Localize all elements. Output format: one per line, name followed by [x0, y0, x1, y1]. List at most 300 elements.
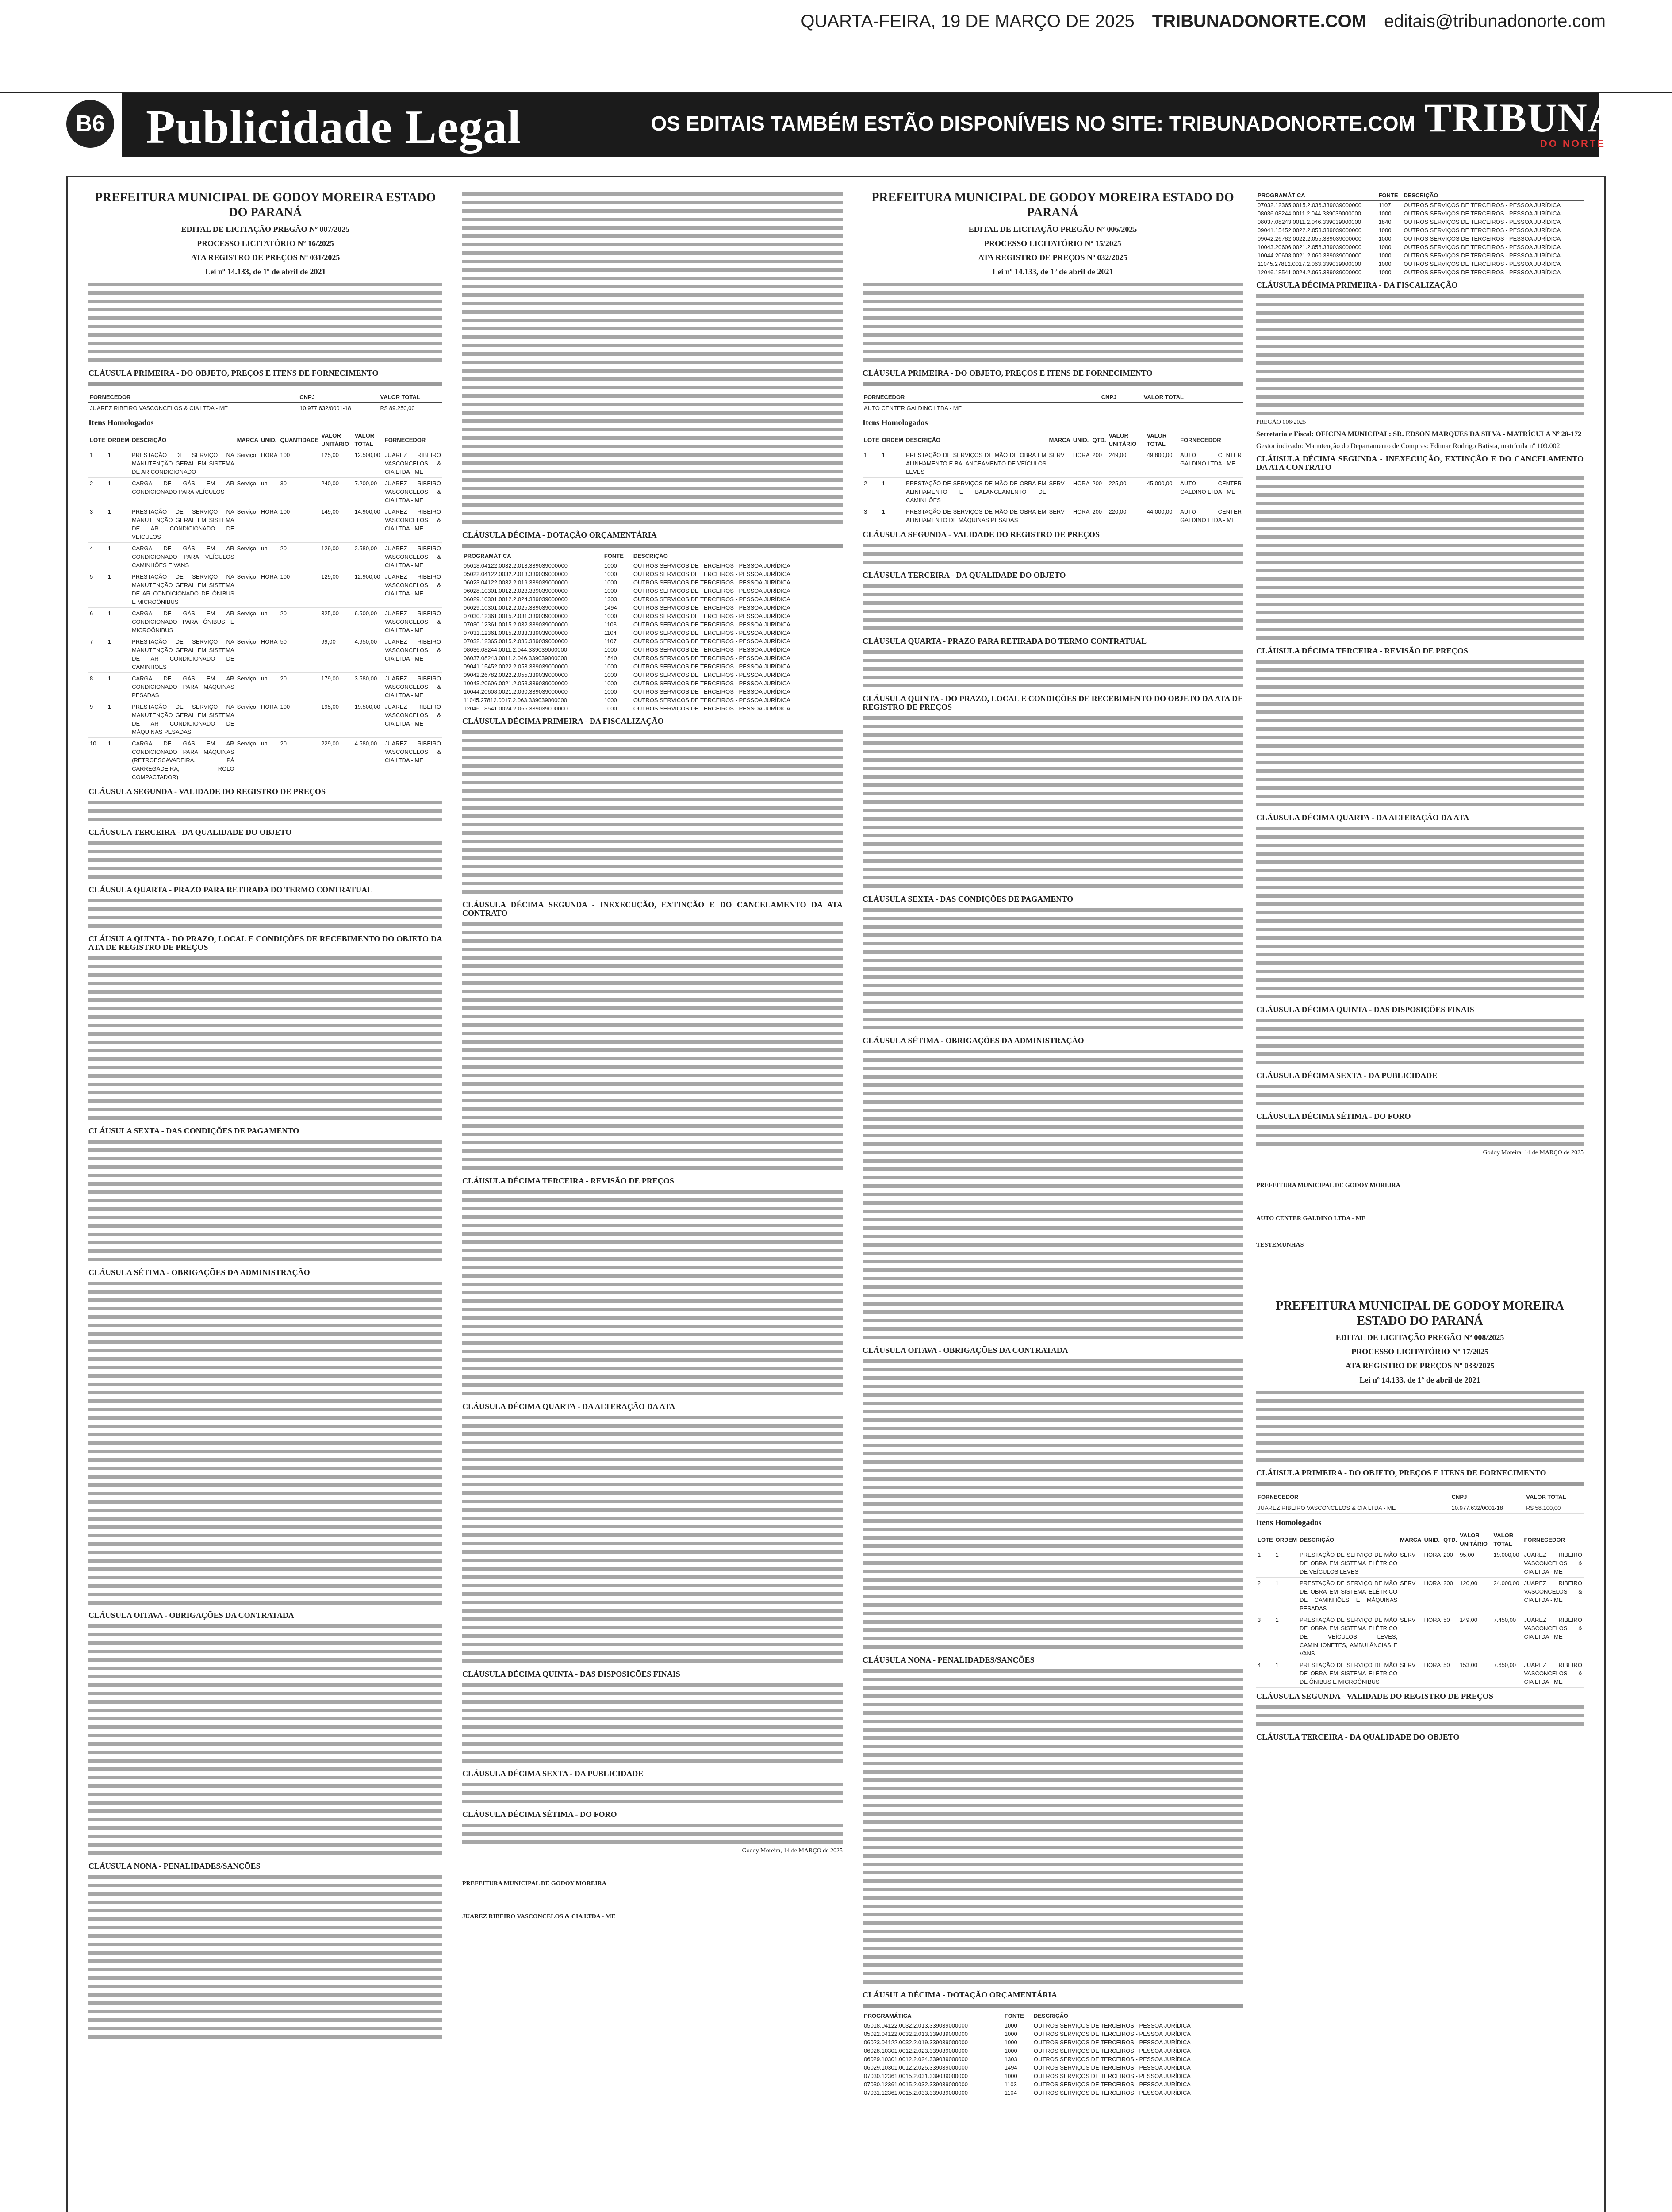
table-cell: JUAREZ RIBEIRO VASCONCELOS & CIA LTDA - ME — [383, 636, 442, 673]
table-cell: 1000 — [1004, 2039, 1017, 2046]
budget-row — [863, 2072, 1243, 2080]
table-cell: HORA — [1072, 478, 1091, 506]
table-row — [863, 449, 1243, 478]
doc3-items-col-0: LOTE — [1256, 1530, 1274, 1549]
table-cell: HORA — [1423, 1549, 1442, 1578]
doc2-clause-11-text — [1256, 292, 1584, 418]
table-cell: PRESTAÇÃO DE SERVIÇO NA MANUTENÇÃO GERAL EM SISTEMA DE AR CONDICIONADO DE ÔNIBUS E MICROÔNIBUS — [130, 571, 236, 608]
table-cell: 1000 — [1378, 261, 1392, 267]
table-cell: JUAREZ RIBEIRO VASCONCELOS & CIA LTDA - ME — [383, 449, 442, 478]
table-cell: 06023.04122.0032.2.019.339039000000 — [864, 2039, 968, 2046]
doc2-budget-cont-col-1: FONTE — [1377, 190, 1403, 201]
table-cell: 249,00 — [1108, 449, 1146, 478]
page-number-badge: B6 — [66, 100, 114, 148]
doc1-org: PREFEITURA MUNICIPAL DE GODOY MOREIRA ESTADO DO PARANÁ — [95, 191, 436, 219]
doc3-clause-1-text — [1256, 1480, 1584, 1488]
table-cell: 1840 — [604, 655, 617, 661]
table-row — [88, 506, 442, 543]
table-cell: 30 — [279, 478, 320, 506]
table-cell: Serviço — [236, 571, 260, 608]
doc1-items-heading: Itens Homologados — [88, 418, 154, 427]
doc2-clause-7-text — [863, 1048, 1243, 1342]
doc2-items-col-4: UNID. — [1072, 430, 1091, 449]
table-cell: 120,00 — [1458, 1578, 1492, 1614]
table-cell: 12.900,00 — [353, 571, 383, 608]
table-cell: OUTROS SERVIÇOS DE TERCEIROS - PESSOA JURÍDICA — [1404, 261, 1561, 267]
table-cell: JUAREZ RIBEIRO VASCONCELOS & CIA LTDA - ME — [383, 701, 442, 738]
budget-row — [462, 629, 843, 637]
table-cell: 153,00 — [1458, 1659, 1492, 1688]
budget-row — [863, 2030, 1243, 2038]
table-cell: 95,00 — [1458, 1549, 1492, 1578]
budget-row — [863, 2038, 1243, 2047]
doc1-budget-col-1: FONTE — [603, 551, 632, 561]
table-cell: 129,00 — [320, 543, 353, 571]
table-cell: 1 — [107, 673, 130, 701]
table-cell: 09041.15452.0022.2.053.339039000000 — [1258, 227, 1361, 234]
table-cell: 1000 — [1378, 227, 1392, 234]
budget-row — [863, 2055, 1243, 2063]
table-cell: SERV — [1048, 478, 1072, 506]
table-cell: 1000 — [604, 646, 617, 653]
doc3-items-col-3: MARCA — [1399, 1530, 1423, 1549]
table-cell: JUAREZ RIBEIRO VASCONCELOS & CIA LTDA - ME — [1522, 1578, 1584, 1614]
table-cell: HORA — [260, 449, 279, 478]
doc2-items-col-2: DESCRIÇÃO — [905, 430, 1047, 449]
doc1-clause-8: CLÁUSULA OITAVA - OBRIGAÇÕES DA CONTRATADA — [88, 1611, 294, 1620]
doc2-budget-col-1: FONTE — [1003, 2011, 1032, 2021]
table-cell: 240,00 — [320, 478, 353, 506]
doc1-processo: PROCESSO LICITATÓRIO Nº 16/2025 — [197, 239, 334, 248]
doc2-budget-table — [863, 2011, 1243, 2097]
doc2-cnpj-head: CNPJ — [1100, 392, 1143, 403]
table-cell: 129,00 — [320, 571, 353, 608]
table-cell: 7.450,00 — [1492, 1614, 1523, 1659]
doc1-valor-head: VALOR TOTAL — [379, 392, 442, 403]
table-cell: OUTROS SERVIÇOS DE TERCEIROS - PESSOA JURÍDICA — [1033, 2064, 1191, 2071]
budget-row — [863, 2047, 1243, 2055]
table-cell: 1494 — [604, 604, 617, 611]
table-cell: 06029.10301.0012.2.024.339039000000 — [464, 596, 568, 603]
doc1-clause-14: CLÁUSULA DÉCIMA QUARTA - DA ALTERAÇÃO DA ATA — [462, 1402, 675, 1411]
table-cell: 4 — [1256, 1659, 1274, 1688]
doc1-clause-9: CLÁUSULA NONA - PENALIDADES/SANÇÕES — [88, 1862, 261, 1870]
doc2-items-col-5: QTD. — [1091, 430, 1107, 449]
doc1-budget-col-0: PROGRAMÁTICA — [462, 551, 603, 561]
table-cell: CARGA DE GÁS EM AR CONDICIONADO PARA VEÍCULOS — [130, 478, 236, 506]
doc1-items-col-7: VALOR TOTAL — [353, 430, 383, 449]
table-cell: OUTROS SERVIÇOS DE TERCEIROS - PESSOA JURÍDICA — [633, 579, 790, 586]
table-cell: OUTROS SERVIÇOS DE TERCEIROS - PESSOA JURÍDICA — [633, 562, 790, 569]
doc1-budget-table — [462, 551, 843, 713]
table-cell: 1000 — [1004, 2047, 1017, 2054]
table-cell: CARGA DE GÁS EM AR CONDICIONADO PARA MÁQUINAS PESADAS — [130, 673, 236, 701]
doc3-items-col-2: DESCRIÇÃO — [1298, 1530, 1399, 1549]
table-cell: 200 — [1442, 1549, 1458, 1578]
table-row — [88, 478, 442, 506]
table-cell: 6 — [88, 608, 107, 636]
doc2-clause-1-text — [863, 380, 1243, 388]
doc3-clause-3: CLÁUSULA TERCEIRA - DA QUALIDADE DO OBJETO — [1256, 1732, 1460, 1741]
table-cell: HORA — [1072, 449, 1091, 478]
budget-row — [462, 687, 843, 696]
doc1-supplier-head: FORNECEDOR — [88, 392, 298, 403]
table-cell: 1000 — [1378, 252, 1392, 259]
table-cell: 1 — [881, 449, 905, 478]
table-cell: OUTROS SERVIÇOS DE TERCEIROS - PESSOA JURÍDICA — [1404, 252, 1561, 259]
table-cell: 2 — [88, 478, 107, 506]
doc2-lei: Lei nº 14.133, de 1º de abril de 2021 — [992, 267, 1113, 276]
table-cell: 19.500,00 — [353, 701, 383, 738]
doc2-items-table — [863, 430, 1243, 526]
budget-row — [462, 671, 843, 679]
table-cell: 1000 — [604, 613, 617, 619]
table-cell: 07030.12361.0015.2.032.339039000000 — [464, 621, 568, 628]
doc2-clause-8: CLÁUSULA OITAVA - OBRIGAÇÕES DA CONTRATADA — [863, 1346, 1068, 1355]
table-cell: OUTROS SERVIÇOS DE TERCEIROS - PESSOA JURÍDICA — [633, 596, 790, 603]
doc2-org: PREFEITURA MUNICIPAL DE GODOY MOREIRA ESTADO DO PARANÁ — [871, 191, 1234, 219]
table-cell: OUTROS SERVIÇOS DE TERCEIROS - PESSOA JURÍDICA — [1404, 202, 1561, 208]
table-cell: 08037.08243.0011.2.046.339039000000 — [464, 655, 567, 661]
table-cell: HORA — [1423, 1614, 1442, 1659]
table-cell: OUTROS SERVIÇOS DE TERCEIROS - PESSOA JURÍDICA — [633, 663, 790, 670]
doc2-signatory-2: AUTO CENTER GALDINO LTDA - ME — [1256, 1215, 1365, 1222]
doc1-lei: Lei nº 14.133, de 1º de abril de 2021 — [205, 267, 326, 276]
table-cell: Serviço — [236, 449, 260, 478]
doc2-valor-head: VALOR TOTAL — [1143, 392, 1243, 403]
doc2-signatory-1: PREFEITURA MUNICIPAL DE GODOY MOREIRA — [1256, 1182, 1400, 1189]
table-cell: 100 — [279, 506, 320, 543]
table-cell: 1303 — [604, 596, 617, 603]
table-cell: 1000 — [604, 663, 617, 670]
table-cell: 20 — [279, 608, 320, 636]
doc1-supplier: JUAREZ RIBEIRO VASCONCELOS & CIA LTDA - ME — [88, 403, 298, 414]
email-link[interactable]: editais@tribunadonorte.com — [1384, 12, 1606, 31]
banner-note: OS EDITAIS TAMBÉM ESTÃO DISPONÍVEIS NO SITE: TRIBUNADONORTE.COM — [651, 112, 1415, 135]
table-cell: 100 — [279, 449, 320, 478]
table-cell: 1 — [1274, 1549, 1298, 1578]
doc1-clause-8-text — [88, 1622, 442, 1858]
table-cell: 05022.04122.0032.2.013.339039000000 — [464, 571, 568, 577]
table-cell: 12.500,00 — [353, 449, 383, 478]
site-link[interactable]: TRIBUNADONORTE.COM — [1152, 12, 1367, 31]
table-cell: OUTROS SERVIÇOS DE TERCEIROS - PESSOA JURÍDICA — [633, 672, 790, 678]
table-cell: 10043.20606.0021.2.058.339039000000 — [1258, 244, 1361, 250]
table-cell: OUTROS SERVIÇOS DE TERCEIROS - PESSOA JURÍDICA — [633, 604, 790, 611]
doc2-clause-15: CLÁUSULA DÉCIMA QUINTA - DAS DISPOSIÇÕES FINAIS — [1256, 1005, 1474, 1014]
doc1-items-col-2: DESCRIÇÃO — [130, 430, 236, 449]
table-cell: 05022.04122.0032.2.013.339039000000 — [864, 2031, 968, 2037]
budget-row — [462, 645, 843, 654]
table-cell: 100 — [279, 701, 320, 738]
table-cell: PRESTAÇÃO DE SERVIÇO NA MANUTENÇÃO GERAL EM SISTEMA DE AR CONDICIONADO DE MÁQUINAS PESADAS — [130, 701, 236, 738]
table-cell: OUTROS SERVIÇOS DE TERCEIROS - PESSOA JURÍDICA — [1404, 235, 1561, 242]
table-cell: CARGA DE GÁS EM AR CONDICIONADO PARA MÁQUINAS (RETROESCAVADEIRA, PÁ CARREGADEIRA, ROLO COMPACTADOR) — [130, 738, 236, 783]
table-cell: 10044.20608.0021.2.060.339039000000 — [1258, 252, 1361, 259]
doc2-clause-7: CLÁUSULA SÉTIMA - OBRIGAÇÕES DA ADMINISTRAÇÃO — [863, 1036, 1084, 1045]
table-cell: Serviço — [236, 543, 260, 571]
table-cell: 07030.12361.0015.2.032.339039000000 — [864, 2081, 968, 2088]
budget-row — [1256, 268, 1584, 276]
doc1-clause-15-text — [462, 1681, 843, 1765]
budget-row — [1256, 234, 1584, 243]
doc2-clause-17: CLÁUSULA DÉCIMA SÉTIMA - DO FORO — [1256, 1112, 1411, 1121]
table-cell: 50 — [1442, 1659, 1458, 1688]
column-2 — [462, 190, 843, 1921]
doc2-preamble — [863, 280, 1243, 365]
table-cell: un — [260, 608, 279, 636]
doc3-supplier-table — [1256, 1492, 1584, 1514]
table-cell: PRESTAÇÃO DE SERVIÇO NA MANUTENÇÃO GERAL EM SISTEMA DE AR CONDICIONADO DE VEÍCULOS — [130, 506, 236, 543]
doc1-clause-12-text — [462, 920, 843, 1172]
table-row — [88, 701, 442, 738]
doc2-witnesses: TESTEMUNHAS — [1256, 1242, 1304, 1248]
table-cell: PRESTAÇÃO DE SERVIÇOS DE MÃO DE OBRA EM ALINHAMENTO E BALANCEAMENTO DE CAMINHÕES — [905, 478, 1047, 506]
table-cell: OUTROS SERVIÇOS DE TERCEIROS - PESSOA JURÍDICA — [633, 688, 790, 695]
table-row — [88, 449, 442, 478]
doc2-supplier: AUTO CENTER GALDINO LTDA - ME — [863, 403, 1100, 414]
table-cell: Serviço — [236, 673, 260, 701]
table-cell: 1 — [107, 608, 130, 636]
table-cell: OUTROS SERVIÇOS DE TERCEIROS - PESSOA JURÍDICA — [1404, 244, 1561, 250]
doc2-clause-16-text — [1256, 1083, 1584, 1108]
table-cell: 1 — [881, 478, 905, 506]
table-row — [1256, 1614, 1584, 1659]
doc2-processo: PROCESSO LICITATÓRIO Nº 15/2025 — [984, 239, 1121, 248]
table-cell: Serviço — [236, 478, 260, 506]
doc1-edital: EDITAL DE LICITAÇÃO PREGÃO Nº 007/2025 — [181, 225, 350, 234]
table-row — [1256, 1549, 1584, 1578]
doc1-supplier-table — [88, 392, 442, 414]
table-cell: 1107 — [604, 638, 617, 645]
table-cell: 08036.08244.0011.2.044.339039000000 — [1258, 210, 1361, 217]
table-cell: 1000 — [604, 579, 617, 586]
table-cell: OUTROS SERVIÇOS DE TERCEIROS - PESSOA JURÍDICA — [1033, 2022, 1191, 2029]
doc3-edital: EDITAL DE LICITAÇÃO PREGÃO Nº 008/2025 — [1335, 1333, 1504, 1342]
table-cell: 1 — [881, 506, 905, 526]
table-cell: OUTROS SERVIÇOS DE TERCEIROS - PESSOA JURÍDICA — [633, 630, 790, 636]
doc1-clause-13-text — [462, 1188, 843, 1398]
table-row — [1256, 1578, 1584, 1614]
table-cell: 10044.20608.0021.2.060.339039000000 — [464, 688, 568, 695]
table-cell: OUTROS SERVIÇOS DE TERCEIROS - PESSOA JURÍDICA — [633, 697, 790, 703]
table-cell: 50 — [279, 636, 320, 673]
doc1-date-place: Godoy Moreira, 14 de MARÇO de 2025 — [742, 1847, 843, 1854]
table-cell: OUTROS SERVIÇOS DE TERCEIROS - PESSOA JURÍDICA — [633, 588, 790, 594]
table-cell: HORA — [1423, 1659, 1442, 1688]
table-cell: 1000 — [604, 562, 617, 569]
doc2-clause-8-text — [863, 1357, 1243, 1651]
table-cell: PRESTAÇÃO DE SERVIÇO DE MÃO DE OBRA EM SISTEMA ELÉTRICO DE ÔNIBUS E MICROÔNIBUS — [1298, 1659, 1399, 1688]
doc1-valor: R$ 89.250,00 — [379, 403, 442, 414]
doc2-clause-11: CLÁUSULA DÉCIMA PRIMEIRA - DA FISCALIZAÇÃO — [1256, 280, 1458, 289]
table-cell: 1000 — [604, 672, 617, 678]
doc3-lei: Lei nº 14.133, de 1º de abril de 2021 — [1359, 1375, 1480, 1384]
doc1-clause-13: CLÁUSULA DÉCIMA TERCEIRA - REVISÃO DE PREÇOS — [462, 1176, 674, 1185]
table-cell: SERV — [1399, 1578, 1423, 1614]
doc2-supplier-table — [863, 392, 1243, 414]
table-cell: 9 — [88, 701, 107, 738]
table-cell: SERV — [1399, 1549, 1423, 1578]
table-cell: SERV — [1399, 1659, 1423, 1688]
doc3-valor: R$ 58.100,00 — [1525, 1502, 1584, 1514]
table-cell: AUTO CENTER GALDINO LTDA - ME — [1179, 506, 1243, 526]
table-cell: 09042.26782.0022.2.055.339039000000 — [464, 672, 568, 678]
doc3-items-col-1: ORDEM — [1274, 1530, 1298, 1549]
table-row — [88, 738, 442, 783]
doc2-clause-17-text — [1256, 1123, 1584, 1148]
table-cell: 24.000,00 — [1492, 1578, 1523, 1614]
table-cell: JUAREZ RIBEIRO VASCONCELOS & CIA LTDA - ME — [383, 478, 442, 506]
masthead-meta — [801, 12, 1606, 31]
table-cell: 4.580,00 — [353, 738, 383, 783]
doc1-clause-17: CLÁUSULA DÉCIMA SÉTIMA - DO FORO — [462, 1810, 617, 1819]
table-row — [863, 506, 1243, 526]
table-cell: 07030.12361.0015.2.031.339039000000 — [464, 613, 568, 619]
doc2-pregao-note: PREGÃO 006/2025 — [1256, 419, 1306, 426]
table-cell: PRESTAÇÃO DE SERVIÇO NA MANUTENÇÃO GERAL EM SISTEMA DE AR CONDICIONADO — [130, 449, 236, 478]
table-cell: 7.650,00 — [1492, 1659, 1523, 1688]
table-cell: 19.000,00 — [1492, 1549, 1523, 1578]
table-cell: 06029.10301.0012.2.024.339039000000 — [864, 2056, 968, 2062]
column-4 — [1256, 190, 1584, 1744]
doc2-budget-col-0: PROGRAMÁTICA — [863, 2011, 1003, 2021]
doc2-clause-1: CLÁUSULA PRIMEIRA - DO OBJETO, PREÇOS E ITENS DE FORNECIMENTO — [863, 369, 1153, 377]
budget-row — [1256, 226, 1584, 234]
budget-row — [462, 704, 843, 713]
doc2-edital: EDITAL DE LICITAÇÃO PREGÃO Nº 006/2025 — [968, 225, 1137, 234]
doc3-items-table — [1256, 1530, 1584, 1688]
doc3-items-col-8: FORNECEDOR — [1522, 1530, 1584, 1549]
table-cell: 1000 — [1004, 2031, 1017, 2037]
table-cell: 200 — [1091, 478, 1107, 506]
table-cell: 44.000,00 — [1146, 506, 1179, 526]
budget-row — [462, 578, 843, 587]
table-cell: 1103 — [1004, 2081, 1017, 2088]
doc1-clause-5: CLÁUSULA QUINTA - DO PRAZO, LOCAL E CONDIÇÕES DE RECEBIMENTO DO OBJETO DA ATA DE REGISTRO DE PREÇOS — [88, 934, 442, 952]
table-cell: SERV — [1399, 1614, 1423, 1659]
table-cell: HORA — [260, 701, 279, 738]
table-cell: 08037.08243.0011.2.046.339039000000 — [1258, 219, 1361, 225]
doc2-items-col-6: VALOR UNITÁRIO — [1108, 430, 1146, 449]
doc3-org: PREFEITURA MUNICIPAL DE GODOY MOREIRA ESTADO DO PARANÁ — [1276, 1299, 1564, 1328]
doc3-supplier: JUAREZ RIBEIRO VASCONCELOS & CIA LTDA - ME — [1256, 1502, 1450, 1514]
doc2-clause-15-text — [1256, 1017, 1584, 1067]
table-cell: 1 — [1256, 1549, 1274, 1578]
budget-row — [462, 595, 843, 603]
doc1-items-col-0: LOTE — [88, 430, 107, 449]
doc2-ata: ATA REGISTRO DE PREÇOS Nº 032/2025 — [978, 253, 1127, 262]
table-cell: OUTROS SERVIÇOS DE TERCEIROS - PESSOA JURÍDICA — [633, 655, 790, 661]
doc1-clause-6: CLÁUSULA SEXTA - DAS CONDIÇÕES DE PAGAMENTO — [88, 1126, 299, 1135]
doc1-clause-17-text — [462, 1821, 843, 1847]
table-cell: 195,00 — [320, 701, 353, 738]
doc1-clause-2: CLÁUSULA SEGUNDA - VALIDADE DO REGISTRO DE PREÇOS — [88, 787, 326, 796]
table-cell: 07032.12365.0015.2.036.339039000000 — [464, 638, 568, 645]
table-cell: HORA — [260, 506, 279, 543]
table-cell: 06023.04122.0032.2.019.339039000000 — [464, 579, 568, 586]
doc2-budget-col-2: DESCRIÇÃO — [1032, 2011, 1243, 2021]
doc2-items-heading: Itens Homologados — [863, 418, 928, 427]
doc2-supplier-head: FORNECEDOR — [863, 392, 1100, 403]
doc2-clause-9-text — [863, 1667, 1243, 1986]
doc1-cnpj: 10.977.632/0001-18 — [298, 403, 379, 414]
table-cell: 1000 — [1378, 210, 1392, 217]
table-cell: AUTO CENTER GALDINO LTDA - ME — [1179, 478, 1243, 506]
doc1-clause-5-text — [88, 954, 442, 1122]
doc2-clause-16: CLÁUSULA DÉCIMA SEXTA - DA PUBLICIDADE — [1256, 1071, 1438, 1080]
doc1-clause-1-text — [88, 380, 442, 388]
doc3-items-col-6: VALOR UNITÁRIO — [1458, 1530, 1492, 1549]
table-cell: OUTROS SERVIÇOS DE TERCEIROS - PESSOA JURÍDICA — [1033, 2031, 1191, 2037]
table-cell: OUTROS SERVIÇOS DE TERCEIROS - PESSOA JURÍDICA — [1404, 269, 1561, 276]
doc1-ata: ATA REGISTRO DE PREÇOS Nº 031/2025 — [191, 253, 340, 262]
table-cell: 1103 — [604, 621, 617, 628]
doc1-clause-4-text — [88, 897, 442, 930]
table-cell: OUTROS SERVIÇOS DE TERCEIROS - PESSOA JURÍDICA — [1033, 2039, 1191, 2046]
doc3-valor-head: VALOR TOTAL — [1525, 1492, 1584, 1502]
doc1-items-table — [88, 430, 442, 783]
budget-row — [1256, 218, 1584, 226]
budget-row — [462, 570, 843, 578]
table-cell: 179,00 — [320, 673, 353, 701]
doc3-processo: PROCESSO LICITATÓRIO Nº 17/2025 — [1351, 1347, 1488, 1356]
table-cell: JUAREZ RIBEIRO VASCONCELOS & CIA LTDA - ME — [1522, 1549, 1584, 1578]
table-cell: JUAREZ RIBEIRO VASCONCELOS & CIA LTDA - ME — [383, 673, 442, 701]
doc2-items-col-1: ORDEM — [881, 430, 905, 449]
table-cell: 220,00 — [1108, 506, 1146, 526]
table-cell: OUTROS SERVIÇOS DE TERCEIROS - PESSOA JURÍDICA — [633, 571, 790, 577]
table-cell: PRESTAÇÃO DE SERVIÇO NA MANUTENÇÃO GERAL EM SISTEMA DE AR CONDICIONADO DE CAMINHÕES — [130, 636, 236, 673]
table-row — [863, 478, 1243, 506]
table-cell: OUTROS SERVIÇOS DE TERCEIROS - PESSOA JURÍDICA — [633, 613, 790, 619]
doc2-budget-table-continued — [1256, 190, 1584, 276]
table-cell: OUTROS SERVIÇOS DE TERCEIROS - PESSOA JURÍDICA — [1033, 2073, 1191, 2079]
doc1-items-col-5: QUANTIDADE — [279, 430, 320, 449]
doc2-items-col-7: VALOR TOTAL — [1146, 430, 1179, 449]
doc2-items-col-0: LOTE — [863, 430, 881, 449]
budget-row — [863, 2063, 1243, 2072]
table-cell: 200 — [1442, 1578, 1458, 1614]
table-cell: Serviço — [236, 636, 260, 673]
table-cell: 3 — [1256, 1614, 1274, 1659]
table-cell: OUTROS SERVIÇOS DE TERCEIROS - PESSOA JURÍDICA — [633, 705, 790, 712]
doc2-items-col-8: FORNECEDOR — [1179, 430, 1243, 449]
table-cell: JUAREZ RIBEIRO VASCONCELOS & CIA LTDA - ME — [383, 738, 442, 783]
doc3-items-heading: Itens Homologados — [1256, 1518, 1322, 1527]
doc1-items-col-3: MARCA — [236, 430, 260, 449]
table-cell: 225,00 — [1108, 478, 1146, 506]
budget-row — [1256, 243, 1584, 251]
budget-row — [1256, 201, 1584, 210]
table-cell: HORA — [1072, 506, 1091, 526]
table-cell: un — [260, 478, 279, 506]
table-cell: OUTROS SERVIÇOS DE TERCEIROS - PESSOA JURÍDICA — [1404, 210, 1561, 217]
doc2-clause-5: CLÁUSULA QUINTA - DO PRAZO, LOCAL E CONDIÇÕES DE RECEBIMENTO DO OBJETO DA ATA DE REGISTRO DE PREÇOS — [863, 694, 1243, 711]
brand-subtitle: DO NORTE — [1540, 138, 1606, 149]
doc1-cnpj-head: CNPJ — [298, 392, 379, 403]
table-cell: 1000 — [1378, 244, 1392, 250]
doc1-items-col-4: UNID. — [260, 430, 279, 449]
doc2-budget-cont-col-2: DESCRIÇÃO — [1402, 190, 1584, 201]
column-1 — [88, 190, 442, 2041]
table-cell: 1000 — [604, 680, 617, 687]
doc2-clause-9: CLÁUSULA NONA - PENALIDADES/SANÇÕES — [863, 1655, 1035, 1664]
doc1-budget-col-2: DESCRIÇÃO — [632, 551, 843, 561]
doc1-items-col-1: ORDEM — [107, 430, 130, 449]
doc1-clause-10-text — [462, 542, 843, 550]
budget-row — [1256, 251, 1584, 260]
